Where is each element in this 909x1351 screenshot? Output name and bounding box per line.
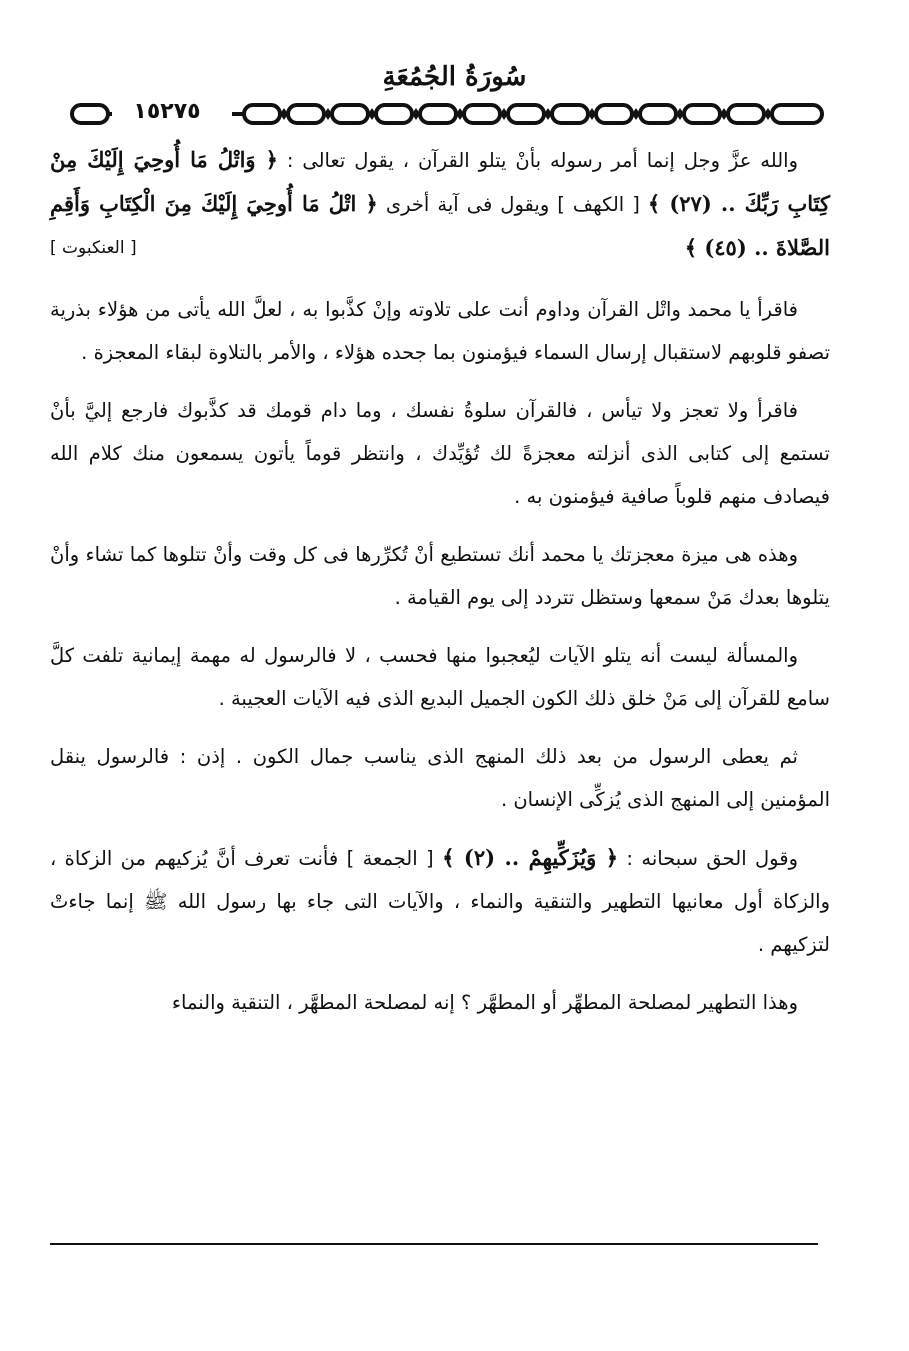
quran-verse-kahf: ﴿ وَاتْلُ مَا أُوحِيَ إِلَيْكَ مِنْ كِتَابِ رَبِّكَ .. (٢٧) ﴾: [50, 147, 830, 216]
body-text: [50, 138, 830, 1039]
paragraph-1-text-a: والله عزَّ وجل إنما أمر رسوله بأنْ يتلو القرآن ، يقول تعالى :: [277, 149, 798, 172]
quran-verse-jumuah: ﴿ وَيُزَكِّيهِمْ .. (٢) ﴾: [442, 845, 619, 870]
page-number: ١٥٢٧٥: [112, 99, 222, 124]
paragraph-1: [50, 138, 830, 270]
paragraph-8: وهذا التطهير لمصلحة المطهِّر أو المطهَّر ؟ إنه لمصلحة المطهَّر ، التنقية والنماء: [171, 991, 798, 1014]
paragraph-7: [50, 836, 830, 966]
paragraph-3: فاقرأ ولا تعجز ولا تيأس ، فالقرآن سلوةُ نفسك ، وما دام قومك قد كذَّبوك فارجع إليَّ بأنْ تستمع إلى كتابى الذى أنزلته معجزةً لك تُؤيِّدك ، وانتظر قوماً يأتون يسمعون منك كلام الله فيصادف منهم قلوباً صافية فيؤمنون به .: [50, 399, 830, 508]
surah-title: سُورَةُ الجُمُعَةِ: [382, 62, 527, 92]
quran-verse-ankabut: ﴿ اتْلُ مَا أُوحِيَ إِلَيْكَ مِنَ الْكِتَابِ وَأَقِمِ الصَّلاةَ .. (٤٥) ﴾: [50, 191, 830, 260]
paragraph-6: ثم يعطى الرسول من بعد ذلك المنهج الذى يناسب جمال الكون . إذن : فالرسول ينقل المؤمنين إلى المنهج الذى يُزكِّى الإنسان .: [50, 745, 830, 811]
paragraph-1-text-b: [ الكهف ] ويقول فى آية أخرى: [377, 193, 648, 216]
footer-rule: [50, 1243, 818, 1245]
paragraph-7-text-b: [ الجمعة ] فأنت تعرف أنَّ يُزكيهم من الزكاة ، والزكاة أول معانيها التطهير والتنقية والنماء ، والآيات التى جاء بها رسول الله ﷺ إنما جاءتْ لتزكيهم .: [50, 847, 830, 956]
paragraph-7-text-a: وقول الحق سبحانه :: [618, 847, 798, 870]
paragraph-4: وهذه هى ميزة معجزتك يا محمد أنك تستطيع أنْ تُكرِّرها فى كل وقت وأنْ تتلوها كما تشاء وأنْ يتلوها بعدك مَنْ سمعها وستظل تتردد إلى يوم القيامة .: [50, 543, 830, 609]
paragraph-2: فاقرأ يا محمد واتْل القرآن وداوم أنت على تلاوته وإنْ كذَّبوا به ، لعلَّ الله يأتى من هؤلاء بذرية تصفو قلوبهم لاستقبال إرسال السماء فيؤمنون بما جحده هؤلاء ، والأمر بالتلاوة لبقاء المعجزة .: [50, 298, 830, 364]
paragraph-5: والمسألة ليست أنه يتلو الآيات ليُعجبوا منها فحسب ، لا فالرسول له مهمة إيمانية تلفت كلَّ سامع للقرآن إلى مَنْ خلق ذلك الكون الجميل البديع الذى فيه الآيات العجيبة .: [50, 644, 830, 710]
surah-reference-ankabut: [ العنكبوت ]: [50, 238, 137, 258]
